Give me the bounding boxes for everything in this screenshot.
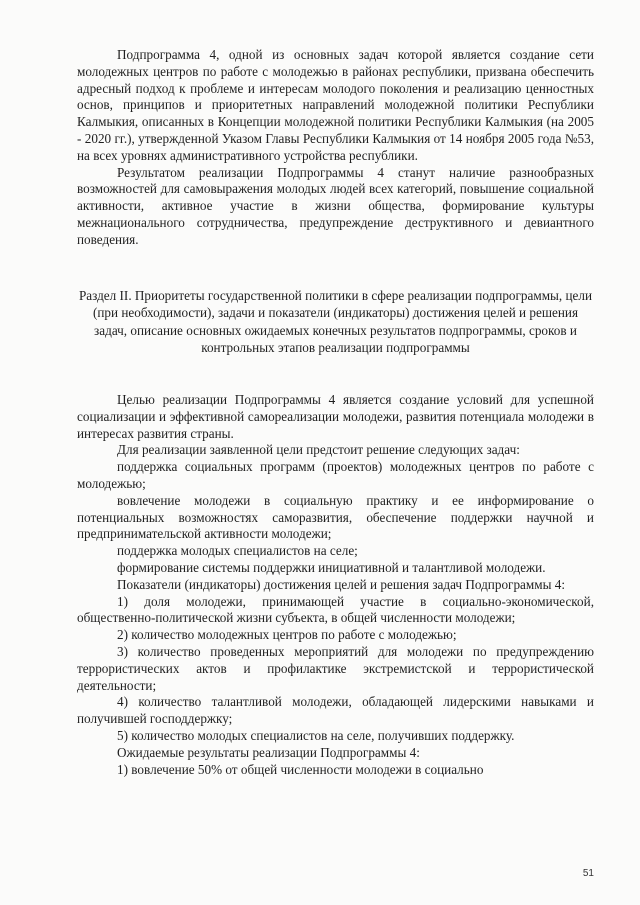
task-item: формирование системы поддержки инициативной и талантливой молодежи. xyxy=(117,559,546,575)
body-text-block xyxy=(77,392,594,778)
paragraph-tasks-intro: Для реализации заявленной цели предстоит решение следующих задач: xyxy=(117,442,520,458)
paragraph-indicators-intro: Показатели (индикаторы) достижения целей и решения задач Подпрограммы 4: xyxy=(117,576,566,592)
indicator-item: 1) доля молодежи, принимающей участие в социально-экономической, общественно-политической жизни субъекта, в общей численности молодежи; xyxy=(77,593,594,626)
paragraph-goal: Целью реализации Подпрограммы 4 является создание условий для успешной социализации и эффективной самореализации молодежи, развития потенциала молодежи в интересах развития страны. xyxy=(77,392,594,441)
task-item: поддержка социальных программ (проектов) молодежных центров по работе с молодежью; xyxy=(77,459,594,491)
result-item: 1) вовлечение 50% от общей численности молодежи в социально xyxy=(117,761,484,777)
indicator-item: 2) количество молодежных центров по работе с молодежью; xyxy=(117,627,457,643)
section-heading: Раздел II. Приоритеты государственной политики в сфере реализации подпрограммы, цели (при необходимости), задачи и показатели (индикаторы) достижения целей и решения задач, описание основных ожидаемых конечных результатов подпрограммы, сроков и контрольных этапов реализации подпрограммы xyxy=(78,288,593,356)
paragraph-subprogram-goal: Подпрограмма 4, одной из основных задач которой является создание сети молодежных центров по работе с молодежью в районах республики, призвана обеспечить адресный подход к проблеме и интересам молодого поколения и реализацию ценностных основ, принципов и приоритетных направлений молодежной политики Республики Калмыкия, описанных в Концепции молодежной политики Республики Калмыкия (на 2005 - 2020 гг.), утвержденной Указом Главы Республики Калмыкия от 14 ноября 2005 года №53, на всех уровнях административного устройства республики. xyxy=(77,47,594,163)
task-item: вовлечение молодежи в социальную практику и ее информирование о потенциальных возможностях саморазвития, обеспечение поддержки научной и предпринимательской активности молодежи; xyxy=(77,492,594,542)
page-number: 51 xyxy=(582,868,594,879)
indicator-item: 5) количество молодых специалистов на селе, получивших поддержку. xyxy=(117,727,515,743)
task-item: поддержка молодых специалистов на селе; xyxy=(117,543,358,559)
indicator-item: 3) количество проведенных мероприятий для молодежи по предупреждению террористических актов и профилактике экстремистской и террористической деятельности; xyxy=(77,643,594,693)
paragraph-expected-outcome: Результатом реализации Подпрограммы 4 станут наличие разнообразных возможностей для самовыражения молодых людей всех категорий, повышение социальной активности, активное участие в жизни общества, формирование культуры межнационального сотрудничества, предупреждение деструктивного и девиантного поведения. xyxy=(77,164,594,247)
intro-text-block xyxy=(77,47,594,249)
indicator-item: 4) количество талантливой молодежи, обладающей лидерскими навыками и получившей господдержку; xyxy=(77,694,594,727)
paragraph-results-intro: Ожидаемые результаты реализации Подпрограммы 4: xyxy=(117,744,420,760)
